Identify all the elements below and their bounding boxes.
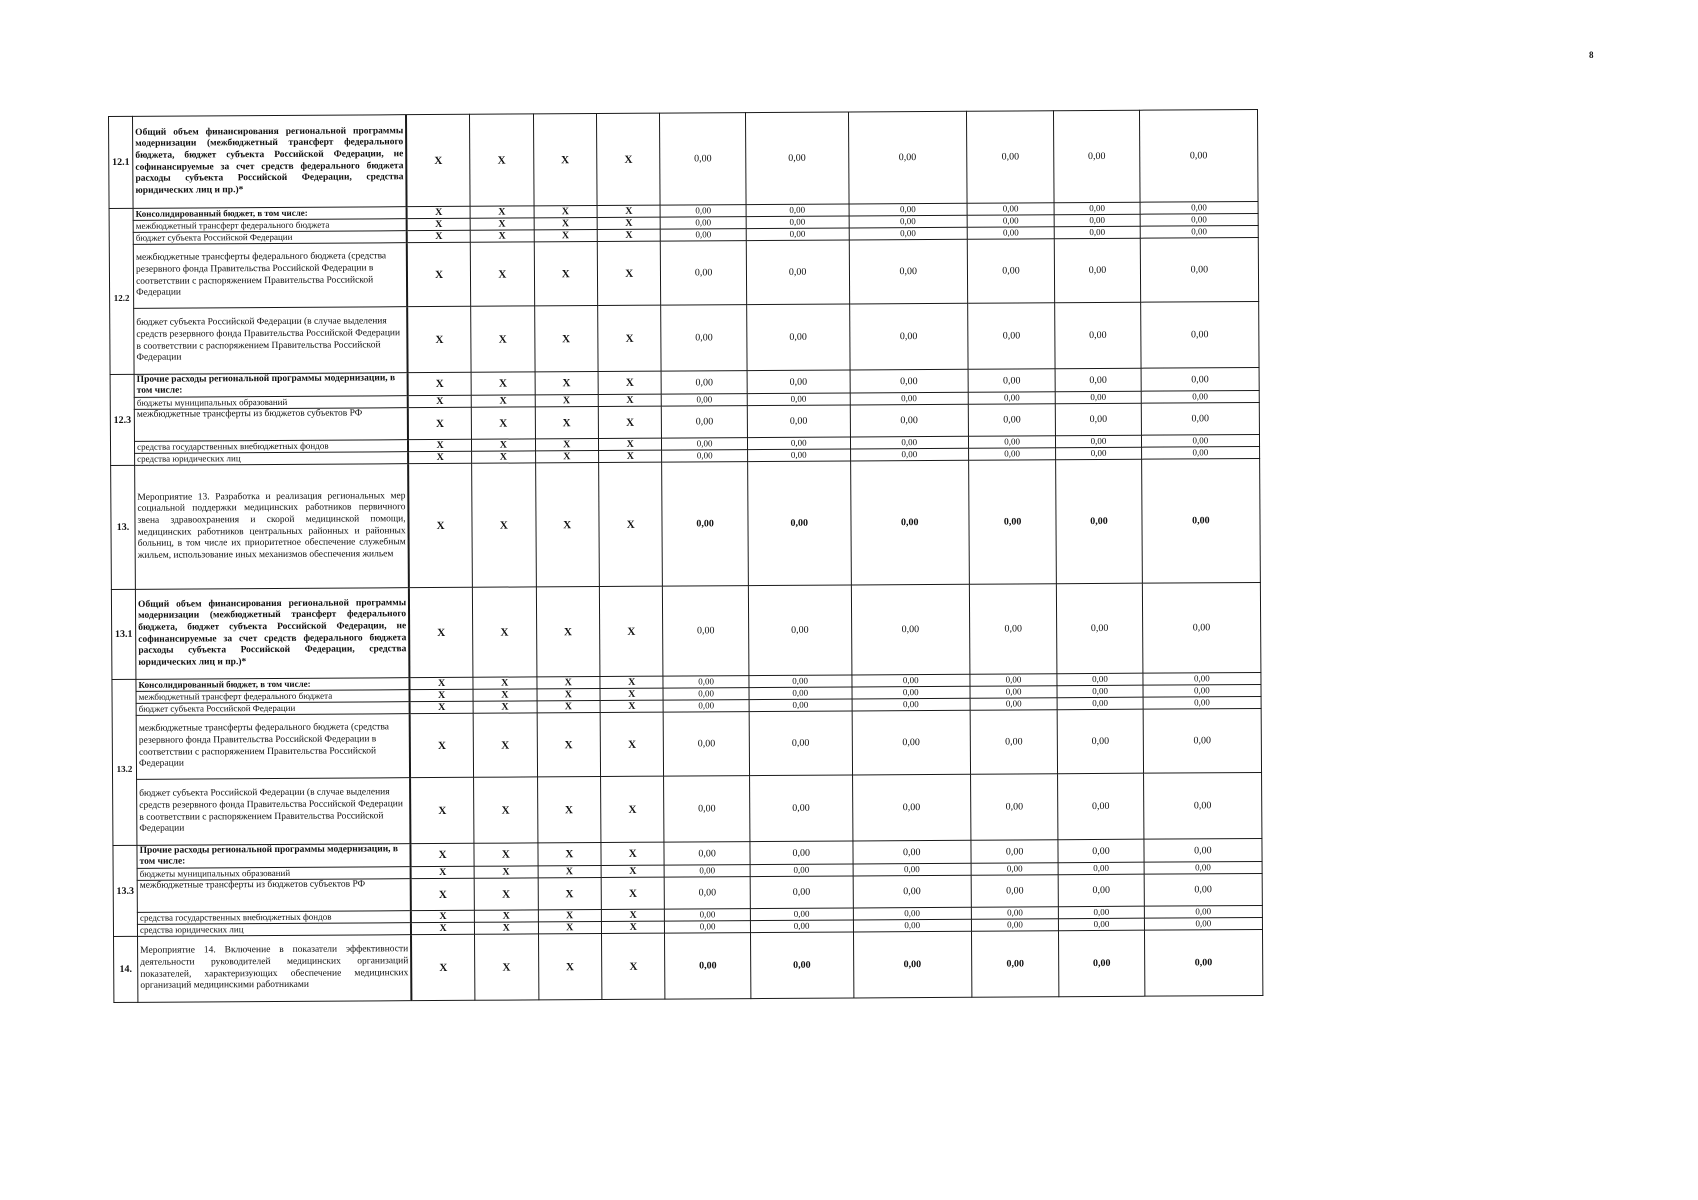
amount-cell: 0,00 <box>1143 708 1262 773</box>
amount-cell: 0,00 <box>853 931 972 998</box>
amount-cell: 0,00 <box>663 676 748 689</box>
amount-cell: 0,00 <box>852 674 970 687</box>
x-mark: X <box>600 700 664 712</box>
amount-cell: 0,00 <box>1056 391 1141 404</box>
amount-cell: 0,00 <box>1055 368 1140 392</box>
section-number: 13.1 <box>111 589 136 679</box>
amount-cell: 0,00 <box>1141 458 1260 583</box>
row-description: Консолидированный бюджет, в том числе: <box>136 678 410 692</box>
amount-cell: 0,00 <box>969 584 1057 675</box>
amount-cell: 0,00 <box>749 711 852 776</box>
x-mark: X <box>470 218 534 230</box>
amount-cell: 0,00 <box>747 393 850 406</box>
x-mark: X <box>535 372 599 395</box>
x-mark: X <box>411 910 475 922</box>
amount-cell: 0,00 <box>1059 930 1145 997</box>
row-description: средства юридических лиц <box>135 452 409 466</box>
amount-cell: 0,00 <box>662 406 748 439</box>
row-description: межбюджетные трансферты федерального бюджета (средства резервного фонда Правительства Российской Федерации в соответствии с распоряжением Правительства Российской Федерации <box>136 714 410 780</box>
amount-cell: 0,00 <box>660 113 746 206</box>
x-mark: X <box>470 206 534 218</box>
amount-cell: 0,00 <box>662 450 747 463</box>
budget-sheet <box>108 109 1263 1003</box>
row-description: межбюджетные трансферты из бюджетов субъектов РФ <box>134 408 408 442</box>
x-mark: X <box>410 701 474 713</box>
row-description: бюджет субъекта Российской Федерации <box>133 231 407 245</box>
amount-cell: 0,00 <box>1141 402 1260 435</box>
amount-cell: 0,00 <box>746 240 849 305</box>
amount-cell: 0,00 <box>850 460 969 585</box>
amount-cell: 0,00 <box>850 448 968 461</box>
amount-cell: 0,00 <box>745 112 848 205</box>
x-mark: X <box>470 242 534 306</box>
x-mark: X <box>535 439 599 451</box>
amount-cell: 0,00 <box>853 907 971 920</box>
amount-cell: 0,00 <box>661 229 746 242</box>
amount-cell: 0,00 <box>746 228 849 241</box>
amount-cell: 0,00 <box>970 674 1058 687</box>
amount-cell: 0,00 <box>852 710 971 775</box>
amount-cell: 0,00 <box>665 933 751 1000</box>
row-description: средства государственных внебюджетных фондов <box>135 440 409 454</box>
amount-cell: 0,00 <box>1143 696 1261 709</box>
x-mark: X <box>598 394 662 406</box>
x-mark: X <box>474 878 538 910</box>
amount-cell: 0,00 <box>849 227 967 240</box>
x-mark: X <box>407 242 471 306</box>
amount-cell: 0,00 <box>971 919 1059 932</box>
x-mark: X <box>598 371 662 394</box>
amount-cell: 0,00 <box>750 876 853 909</box>
amount-cell: 0,00 <box>1056 435 1141 448</box>
amount-cell: 0,00 <box>1144 873 1263 906</box>
amount-cell: 0,00 <box>1057 685 1142 698</box>
x-mark: X <box>534 242 598 306</box>
amount-cell: 0,00 <box>968 369 1056 393</box>
x-mark: X <box>598 305 662 371</box>
section-number: 13.3 <box>113 845 138 936</box>
amount-cell: 0,00 <box>661 241 747 306</box>
x-mark: X <box>537 843 601 866</box>
amount-cell: 0,00 <box>966 111 1054 204</box>
amount-cell: 0,00 <box>748 585 851 676</box>
row-description: Мероприятие 14. Включение в показатели эффективности деятельности руководителей медицинских организаций показателей, характеризующих обеспечение медицинских организаций медицинскими работниками <box>138 935 412 1003</box>
x-mark: X <box>598 406 662 438</box>
amount-cell: 0,00 <box>747 405 850 438</box>
x-mark: X <box>474 843 538 866</box>
x-mark: X <box>537 777 601 843</box>
amount-cell: 0,00 <box>664 776 750 843</box>
amount-cell: 0,00 <box>1143 672 1261 685</box>
x-mark: X <box>472 451 536 463</box>
amount-cell: 0,00 <box>1057 583 1143 674</box>
x-mark: X <box>538 910 602 922</box>
amount-cell: 0,00 <box>852 698 970 711</box>
x-mark: X <box>471 395 535 407</box>
x-mark: X <box>473 689 537 701</box>
x-mark: X <box>411 878 475 910</box>
amount-cell: 0,00 <box>848 111 967 204</box>
x-mark: X <box>538 878 602 910</box>
x-mark: X <box>406 114 470 206</box>
x-mark: X <box>475 922 539 934</box>
amount-cell: 0,00 <box>850 369 968 393</box>
amount-cell: 0,00 <box>1055 238 1141 303</box>
x-mark: X <box>599 462 663 586</box>
row-description <box>135 464 409 590</box>
amount-cell: 0,00 <box>750 932 853 999</box>
amount-cell: 0,00 <box>968 392 1056 405</box>
amount-cell: 0,00 <box>1054 110 1140 203</box>
amount-cell: 0,00 <box>967 303 1055 370</box>
x-mark: X <box>473 713 537 777</box>
row-description: Общий объем финансирования региональной программы модернизации (межбюджетный трансферт федерального бюджета, бюджет субъекта Российской Федерации, не софинансируемые за счет средств федерального бюджета расходы субъекта Российской Федерации, средства юридических лиц и пр.)* <box>135 588 409 680</box>
x-mark: X <box>597 229 661 241</box>
amount-cell: 0,00 <box>967 203 1055 216</box>
x-mark: X <box>537 701 601 713</box>
amount-cell: 0,00 <box>850 392 968 405</box>
table-row <box>112 708 1261 779</box>
amount-cell: 0,00 <box>660 205 745 218</box>
row-description: средства юридических лиц <box>138 923 412 937</box>
section-number: 12.2 <box>109 208 134 374</box>
amount-cell: 0,00 <box>1144 917 1262 930</box>
x-mark: X <box>408 463 472 587</box>
amount-cell: 0,00 <box>665 865 750 878</box>
amount-cell: 0,00 <box>663 586 749 677</box>
amount-cell: 0,00 <box>971 907 1059 920</box>
table-row <box>111 458 1261 589</box>
x-mark: X <box>534 218 598 230</box>
amount-cell: 0,00 <box>750 841 853 865</box>
x-mark: X <box>601 933 665 999</box>
x-mark: X <box>599 450 663 462</box>
page-number: 8 <box>1589 50 1594 60</box>
x-mark: X <box>408 439 472 451</box>
amount-cell: 0,00 <box>853 919 971 932</box>
x-mark: X <box>536 677 600 689</box>
row-description: межбюджетные трансферты из бюджетов субъектов РФ <box>137 879 411 913</box>
amount-cell: 0,00 <box>1055 302 1141 369</box>
amount-cell: 0,00 <box>750 864 853 877</box>
x-mark: X <box>535 407 599 439</box>
amount-cell: 0,00 <box>1057 697 1142 710</box>
table-row <box>109 237 1258 308</box>
x-mark: X <box>410 777 474 843</box>
amount-cell: 0,00 <box>968 448 1056 461</box>
amount-cell: 0,00 <box>1058 773 1144 840</box>
amount-cell: 0,00 <box>662 394 747 407</box>
amount-cell: 0,00 <box>968 436 1056 449</box>
amount-cell: 0,00 <box>1140 237 1259 302</box>
amount-cell: 0,00 <box>662 438 747 451</box>
x-mark: X <box>472 587 536 677</box>
amount-cell: 0,00 <box>662 462 748 587</box>
x-mark: X <box>597 241 661 305</box>
amount-cell: 0,00 <box>746 216 849 229</box>
x-mark: X <box>597 205 661 217</box>
section-number: 12.1 <box>109 116 134 208</box>
x-mark: X <box>408 451 472 463</box>
table-row <box>111 582 1261 679</box>
amount-cell: 0,00 <box>1144 905 1262 918</box>
x-mark: X <box>597 217 661 229</box>
table-row <box>110 301 1259 374</box>
amount-cell: 0,00 <box>853 863 971 876</box>
table-row <box>109 109 1259 208</box>
section-number: 12.3 <box>110 374 135 465</box>
budget-table <box>108 109 1263 1003</box>
amount-cell: 0,00 <box>1057 673 1142 686</box>
amount-cell: 0,00 <box>970 686 1058 699</box>
amount-cell: 0,00 <box>853 840 971 864</box>
row-description: Прочие расходы региональной программы модернизации, в том числе: <box>137 844 411 869</box>
x-mark: X <box>475 934 539 1000</box>
amount-cell: 0,00 <box>971 931 1059 998</box>
x-mark: X <box>601 909 665 921</box>
row-description: межбюджетный трансферт федерального бюджета <box>133 219 407 233</box>
amount-cell: 0,00 <box>971 863 1059 876</box>
table-row <box>114 929 1263 1002</box>
amount-cell: 0,00 <box>1057 709 1143 774</box>
amount-cell: 0,00 <box>971 840 1059 864</box>
amount-cell: 0,00 <box>1056 403 1142 436</box>
x-mark: X <box>407 218 471 230</box>
measure-title: Мероприятие 13. Разработка и реализация региональных мер социальной поддержки медицинских работников первичного звена здравоохранения и скорой медицинской помощи, медицинских работников центральных районных и районных больниц, в том числе их приоритетное обеспечение служебным жильем, использование иных механизмов обеспечения жильем <box>137 490 406 561</box>
amount-cell: 0,00 <box>1140 301 1259 368</box>
amount-cell: 0,00 <box>971 875 1059 908</box>
x-mark: X <box>472 439 536 451</box>
amount-cell: 0,00 <box>1059 906 1144 919</box>
amount-cell: 0,00 <box>1056 447 1141 460</box>
x-mark: X <box>473 677 537 689</box>
amount-cell: 0,00 <box>1144 929 1263 996</box>
amount-cell: 0,00 <box>661 305 747 372</box>
amount-cell: 0,00 <box>1144 861 1262 874</box>
table-row <box>113 772 1262 845</box>
x-mark: X <box>600 688 664 700</box>
x-mark: X <box>534 306 598 372</box>
x-mark: X <box>601 865 665 877</box>
x-mark: X <box>535 451 599 463</box>
amount-cell: 0,00 <box>850 436 968 449</box>
x-mark: X <box>407 206 471 218</box>
amount-cell: 0,00 <box>662 371 747 395</box>
amount-cell: 0,00 <box>1059 918 1144 931</box>
x-mark: X <box>473 701 537 713</box>
x-mark: X <box>534 230 598 242</box>
row-description: бюджеты муниципальных образований <box>134 396 408 410</box>
x-mark: X <box>534 206 598 218</box>
amount-cell: 0,00 <box>747 370 850 394</box>
section-number: 14. <box>114 936 138 1002</box>
amount-cell: 0,00 <box>1056 459 1142 584</box>
x-mark: X <box>410 713 474 777</box>
row-description: Общий объем финансирования региональной программы модернизации (межбюджетный трансферт федерального бюджета, бюджет субъекта Российской Федерации, не софинансируемые за счет средств федерального бюджета расходы субъекта Российской Федерации, средства юридических лиц и пр.)* <box>133 115 407 209</box>
amount-cell: 0,00 <box>1141 434 1259 447</box>
x-mark: X <box>408 407 472 439</box>
amount-cell: 0,00 <box>749 687 852 700</box>
row-description: бюджет субъекта Российской Федерации <box>136 702 410 716</box>
amount-cell: 0,00 <box>1140 225 1258 238</box>
x-mark: X <box>601 921 665 933</box>
x-mark: X <box>411 934 475 1000</box>
x-mark: X <box>535 463 599 587</box>
x-mark: X <box>600 712 664 776</box>
amount-cell: 0,00 <box>967 239 1055 304</box>
amount-cell: 0,00 <box>665 921 750 934</box>
amount-cell: 0,00 <box>852 686 970 699</box>
amount-cell: 0,00 <box>1058 874 1144 907</box>
x-mark: X <box>538 934 602 1000</box>
x-mark: X <box>411 922 475 934</box>
amount-cell: 0,00 <box>665 909 750 922</box>
amount-cell: 0,00 <box>849 303 968 370</box>
amount-cell: 0,00 <box>852 774 971 841</box>
amount-cell: 0,00 <box>664 842 749 866</box>
amount-cell: 0,00 <box>661 217 746 230</box>
amount-cell: 0,00 <box>1143 772 1262 839</box>
row-description: бюджет субъекта Российской Федерации (в случае выделения средств резервного фонда Правительства Российской Федерации в соответствии с распоряжением Правительства Российской Федерации <box>134 307 408 375</box>
amount-cell: 0,00 <box>967 215 1055 228</box>
x-mark: X <box>600 676 664 688</box>
amount-cell: 0,00 <box>967 227 1055 240</box>
x-mark: X <box>407 230 471 242</box>
x-mark: X <box>471 407 535 439</box>
amount-cell: 0,00 <box>970 774 1058 841</box>
row-description: бюджеты муниципальных образований <box>137 867 411 881</box>
x-mark: X <box>601 776 665 842</box>
x-mark: X <box>470 230 534 242</box>
section-number: 13.2 <box>112 679 137 845</box>
x-mark: X <box>410 677 474 689</box>
amount-cell: 0,00 <box>853 875 971 908</box>
amount-cell: 0,00 <box>747 461 851 586</box>
amount-cell: 0,00 <box>1141 367 1259 391</box>
amount-cell: 0,00 <box>850 404 968 437</box>
amount-cell: 0,00 <box>750 920 853 933</box>
x-mark: X <box>536 587 600 677</box>
amount-cell: 0,00 <box>1058 862 1143 875</box>
amount-cell: 0,00 <box>1055 226 1140 239</box>
amount-cell: 0,00 <box>849 215 967 228</box>
amount-cell: 0,00 <box>1054 202 1139 215</box>
amount-cell: 0,00 <box>749 775 852 842</box>
amount-cell: 0,00 <box>1141 390 1259 403</box>
row-description: межбюджетный трансферт федерального бюджета <box>136 690 410 704</box>
x-mark: X <box>409 587 473 677</box>
amount-cell: 0,00 <box>663 688 748 701</box>
x-mark: X <box>474 866 538 878</box>
amount-cell: 0,00 <box>746 304 849 371</box>
amount-cell: 0,00 <box>851 584 970 675</box>
x-mark: X <box>538 922 602 934</box>
amount-cell: 0,00 <box>665 877 751 910</box>
amount-cell: 0,00 <box>1143 684 1261 697</box>
x-mark: X <box>407 306 471 372</box>
amount-cell: 0,00 <box>664 712 750 777</box>
amount-cell: 0,00 <box>1140 201 1258 214</box>
section-number: 13. <box>111 465 136 589</box>
amount-cell: 0,00 <box>970 698 1058 711</box>
amount-cell: 0,00 <box>1142 582 1261 673</box>
amount-cell: 0,00 <box>849 239 968 304</box>
amount-cell: 0,00 <box>664 700 749 713</box>
x-mark: X <box>411 866 475 878</box>
row-description: Прочие расходы региональной программы модернизации, в том числе: <box>134 373 408 398</box>
row-description: бюджет субъекта Российской Федерации (в случае выделения средств резервного фонда Правительства Российской Федерации в соответствии с распоряжением Правительства Российской Федерации <box>137 778 411 846</box>
amount-cell: 0,00 <box>970 710 1058 775</box>
amount-cell: 0,00 <box>1054 214 1139 227</box>
amount-cell: 0,00 <box>1140 213 1258 226</box>
x-mark: X <box>537 713 601 777</box>
row-description: межбюджетные трансферты федерального бюджета (средства резервного фонда Правительства Российской Федерации в соответствии с распоряжением Правительства Российской Федерации <box>133 243 407 309</box>
x-mark: X <box>598 438 662 450</box>
x-mark: X <box>471 372 535 395</box>
x-mark: X <box>470 114 534 206</box>
amount-cell: 0,00 <box>747 449 850 462</box>
amount-cell: 0,00 <box>968 460 1056 585</box>
amount-cell: 0,00 <box>1141 446 1259 459</box>
x-mark: X <box>535 395 599 407</box>
x-mark: X <box>472 463 536 587</box>
x-mark: X <box>408 372 472 395</box>
x-mark: X <box>601 877 665 909</box>
amount-cell: 0,00 <box>746 204 849 217</box>
x-mark: X <box>408 395 472 407</box>
amount-cell: 0,00 <box>968 404 1056 437</box>
x-mark: X <box>474 777 538 843</box>
amount-cell: 0,00 <box>747 437 850 450</box>
x-mark: X <box>596 113 660 205</box>
amount-cell: 0,00 <box>849 203 967 216</box>
x-mark: X <box>599 586 663 676</box>
x-mark: X <box>411 843 475 866</box>
amount-cell: 0,00 <box>1058 839 1143 863</box>
x-mark: X <box>533 114 597 206</box>
amount-cell: 0,00 <box>749 699 852 712</box>
amount-cell: 0,00 <box>1144 838 1262 862</box>
amount-cell: 0,00 <box>749 675 852 688</box>
amount-cell: 0,00 <box>750 908 853 921</box>
row-description: Консолидированный бюджет, в том числе: <box>133 207 407 221</box>
x-mark: X <box>474 910 538 922</box>
row-description: средства государственных внебюджетных фондов <box>137 911 411 925</box>
x-mark: X <box>471 306 535 372</box>
x-mark: X <box>537 689 601 701</box>
amount-cell: 0,00 <box>1139 109 1258 202</box>
x-mark: X <box>410 689 474 701</box>
x-mark: X <box>538 866 602 878</box>
x-mark: X <box>601 842 665 865</box>
